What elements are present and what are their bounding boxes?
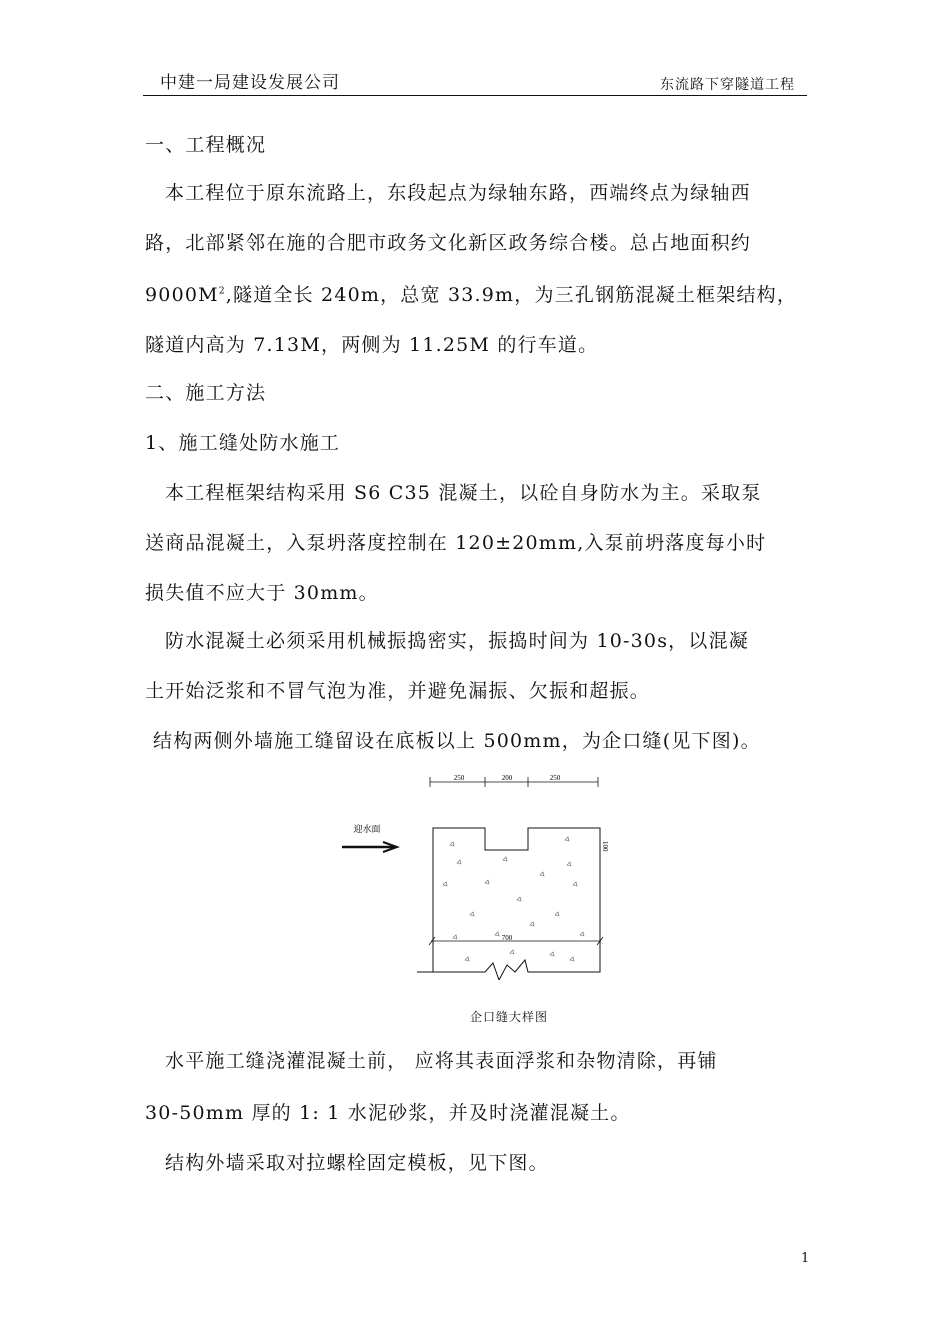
water-side-label: 迎水面 (353, 825, 381, 835)
lower-block-left-edge (417, 941, 433, 972)
vibration-line-2: 土开始泛浆和不冒气泡为准，并避免漏振、欠振和超振。 (145, 680, 651, 702)
formwork-line: 结构外墙采取对拉螺栓固定模板，见下图。 (165, 1152, 549, 1174)
upper-concrete-block (433, 828, 600, 941)
overview-line-4: 隧道内高为 7.13M，两侧为 11.25M 的行车道。 (145, 334, 599, 356)
dimension-label-left: 250 (453, 774, 465, 782)
concrete-line-3: 损失值不应大于 30mm。 (145, 582, 379, 604)
lower-block-right-edge (597, 941, 600, 972)
header-company: 中建一局建设发展公司 (160, 73, 340, 93)
subsection-heading-joint: 1、施工缝处防水施工 (145, 432, 341, 454)
width-dimension-label: 700 (501, 934, 513, 942)
horizontal-joint-line-2: 30-50mm 厚的 1: 1 水泥砂浆，并及时浇灌混凝土。 (145, 1102, 631, 1124)
horizontal-joint-line-1: 水平施工缝浇灌混凝土前， 应将其表面浮浆和杂物清除，再铺 (165, 1050, 718, 1072)
vibration-line-1: 防水混凝土必须采用机械振捣密实，振捣时间为 10-30s，以混凝 (165, 630, 749, 652)
section-heading-method: 二、施工方法 (145, 382, 267, 404)
header-project: 东流路下穿隧道工程 (660, 77, 795, 93)
dimension-label-right: 250 (549, 774, 561, 782)
figure-caption: 企口缝大样图 (470, 1010, 549, 1024)
section-heading-overview: 一、工程概况 (145, 134, 267, 156)
break-line (433, 960, 597, 980)
joint-position-line: 结构两侧外墙施工缝留设在底板以上 500mm，为企口缝(见下图)。 (153, 730, 761, 752)
overview-line-2: 路，北部紧邻在施的合肥市政务文化新区政务综合楼。总占地面积约 (145, 232, 752, 254)
header-divider (143, 95, 807, 96)
concrete-aggregate-marks (443, 837, 584, 961)
area-superscript: 2 (218, 286, 226, 297)
overview-line-3-rest: ,隧道全长 240m，总宽 33.9m，为三孔钢筋混凝土框架结构， (225, 284, 798, 306)
dimension-label-middle: 200 (501, 774, 513, 782)
area-value: 9000M (145, 284, 219, 306)
overview-line-3 (145, 280, 797, 307)
overview-line-1: 本工程位于原东流路上，东段起点为绿轴东路，西端终点为绿轴西 (165, 182, 751, 204)
depth-dimension-label: 100 (601, 841, 609, 852)
page-number: 1 (801, 1251, 810, 1266)
tongue-groove-joint-diagram (335, 765, 615, 980)
concrete-line-2: 送商品混凝土，入泵坍落度控制在 120±20mm,入泵前坍落度每小时 (145, 532, 767, 554)
concrete-line-1: 本工程框架结构采用 S6 C35 混凝土，以砼自身防水为主。采取泵 (165, 482, 762, 504)
